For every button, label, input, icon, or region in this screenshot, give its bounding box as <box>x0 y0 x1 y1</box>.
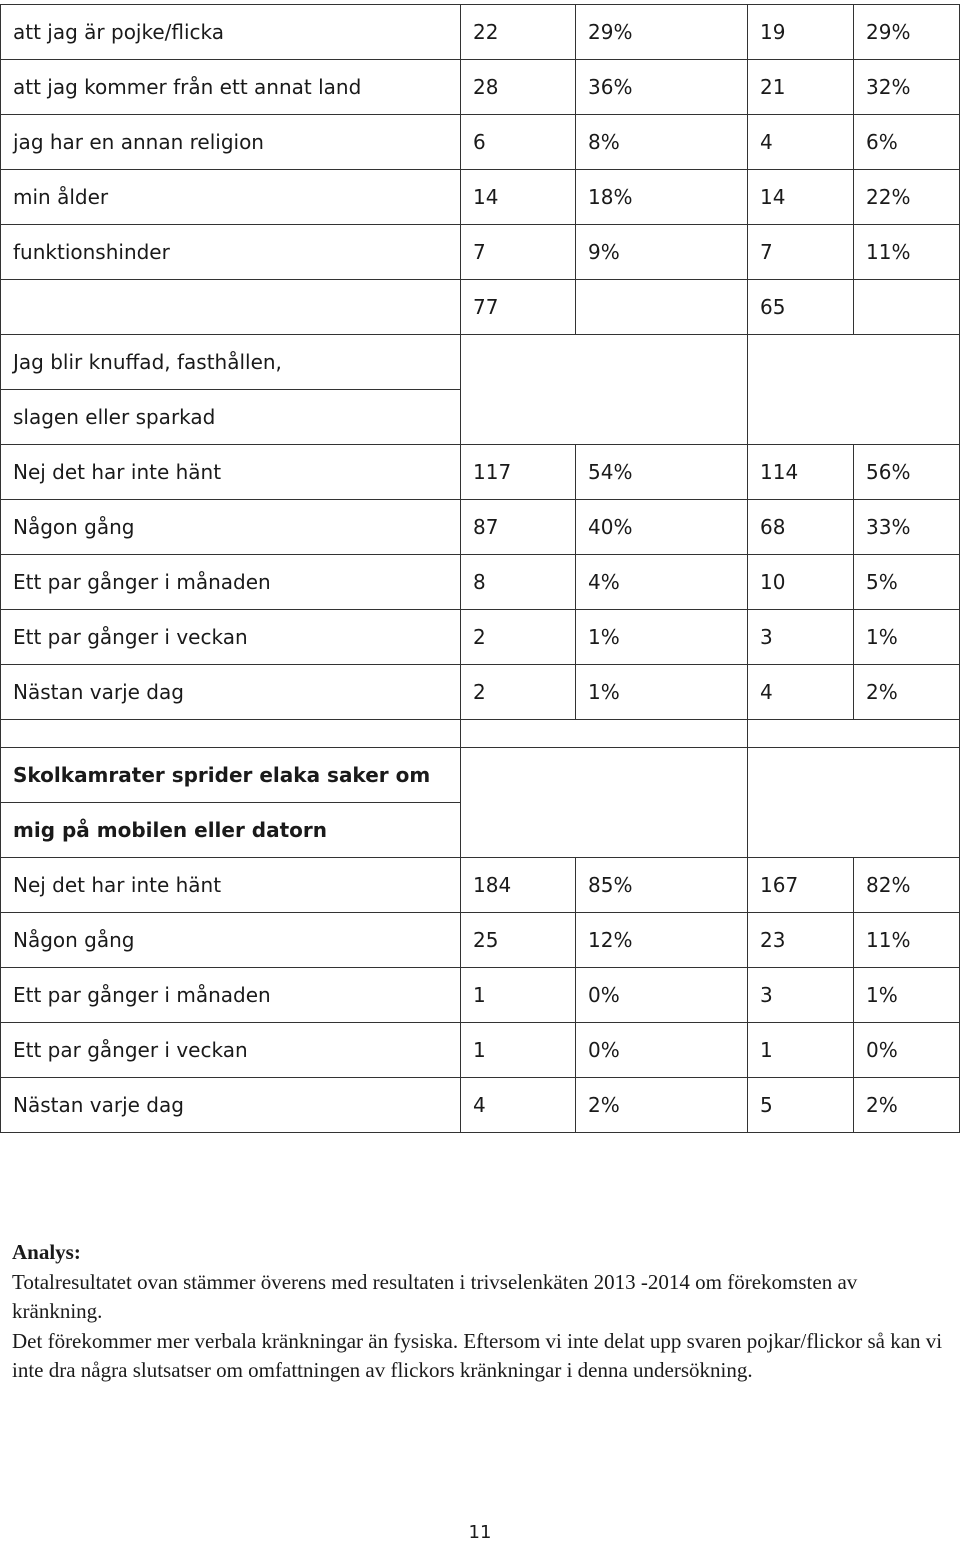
spacer-row <box>1 720 960 748</box>
row-label: Någon gång <box>1 500 461 555</box>
empty-cell <box>854 280 960 335</box>
percent-cell: 54% <box>576 445 748 500</box>
count-cell: 1 <box>461 968 576 1023</box>
row-label: jag har en annan religion <box>1 115 461 170</box>
count-cell: 14 <box>461 170 576 225</box>
count-cell: 184 <box>461 858 576 913</box>
table-row <box>1 1078 960 1133</box>
analysis-heading: Analys: <box>12 1240 81 1264</box>
count-cell: 10 <box>748 555 854 610</box>
row-label: Ett par gånger i månaden <box>1 555 461 610</box>
table-row <box>1 1023 960 1078</box>
row-label: min ålder <box>1 170 461 225</box>
percent-cell: 29% <box>576 5 748 60</box>
count-cell: 114 <box>748 445 854 500</box>
table-row <box>1 170 960 225</box>
percent-cell: 82% <box>854 858 960 913</box>
section-heading: Skolkamrater sprider elaka saker om <box>1 748 461 803</box>
page-number: 11 <box>468 1522 492 1543</box>
empty-cell <box>1 280 461 335</box>
row-label: Ett par gånger i månaden <box>1 968 461 1023</box>
percent-cell: 56% <box>854 445 960 500</box>
percent-cell: 11% <box>854 913 960 968</box>
analysis-section <box>12 1238 947 1386</box>
table-row <box>1 5 960 60</box>
section-heading: Jag blir knuffad, fasthållen, <box>1 335 461 390</box>
row-label: Någon gång <box>1 913 461 968</box>
count-cell: 3 <box>748 968 854 1023</box>
percent-cell: 2% <box>576 1078 748 1133</box>
empty-cell <box>576 280 748 335</box>
row-label: Nej det har inte hänt <box>1 858 461 913</box>
count-cell: 23 <box>748 913 854 968</box>
percent-cell: 85% <box>576 858 748 913</box>
row-label: att jag är pojke/flicka <box>1 5 461 60</box>
count-cell: 14 <box>748 170 854 225</box>
table-row <box>1 225 960 280</box>
percent-cell: 0% <box>854 1023 960 1078</box>
table-row <box>1 858 960 913</box>
empty-cell <box>748 720 960 748</box>
row-label: Ett par gånger i veckan <box>1 1023 461 1078</box>
section-heading-row <box>1 748 960 803</box>
table-row <box>1 60 960 115</box>
row-label: Nej det har inte hänt <box>1 445 461 500</box>
count-cell: 117 <box>461 445 576 500</box>
analysis-paragraph: Totalresultatet ovan stämmer överens med resultaten i trivselenkäten 2013 -2014 om förekomsten av kränkning. <box>12 1269 858 1323</box>
percent-cell: 1% <box>854 968 960 1023</box>
analysis-paragraph: Det förekommer mer verbala kränkningar än fysiska. Eftersom vi inte delat upp svaren pojkar/flickor så kan vi inte dra några slutsatser om omfattningen av flickors kränkningar i denna undersökning. <box>12 1328 943 1382</box>
empty-cell <box>748 335 960 445</box>
row-label: Nästan varje dag <box>1 1078 461 1133</box>
count-cell: 7 <box>461 225 576 280</box>
count-cell: 1 <box>748 1023 854 1078</box>
count-cell: 3 <box>748 610 854 665</box>
count-cell: 4 <box>748 115 854 170</box>
section-heading: slagen eller sparkad <box>1 390 461 445</box>
percent-cell: 11% <box>854 225 960 280</box>
percent-cell: 5% <box>854 555 960 610</box>
row-label: att jag kommer från ett annat land <box>1 60 461 115</box>
table-row <box>1 555 960 610</box>
percent-cell: 4% <box>576 555 748 610</box>
table-row <box>1 665 960 720</box>
percent-cell: 1% <box>576 665 748 720</box>
table-row <box>1 968 960 1023</box>
section-heading: mig på mobilen eller datorn <box>1 803 461 858</box>
empty-cell <box>461 335 748 445</box>
row-label: Ett par gånger i veckan <box>1 610 461 665</box>
count-cell: 68 <box>748 500 854 555</box>
percent-cell: 0% <box>576 968 748 1023</box>
table-row <box>1 445 960 500</box>
percent-cell: 33% <box>854 500 960 555</box>
count-cell: 7 <box>748 225 854 280</box>
percent-cell: 1% <box>854 610 960 665</box>
count-cell: 8 <box>461 555 576 610</box>
table-row <box>1 115 960 170</box>
count-cell: 1 <box>461 1023 576 1078</box>
percent-cell: 2% <box>854 665 960 720</box>
count-cell: 4 <box>748 665 854 720</box>
total-count-cell: 77 <box>461 280 576 335</box>
percent-cell: 32% <box>854 60 960 115</box>
percent-cell: 36% <box>576 60 748 115</box>
count-cell: 2 <box>461 610 576 665</box>
table-row <box>1 610 960 665</box>
survey-table <box>0 4 960 1133</box>
percent-cell: 29% <box>854 5 960 60</box>
count-cell: 4 <box>461 1078 576 1133</box>
percent-cell: 22% <box>854 170 960 225</box>
count-cell: 167 <box>748 858 854 913</box>
count-cell: 87 <box>461 500 576 555</box>
count-cell: 2 <box>461 665 576 720</box>
percent-cell: 2% <box>854 1078 960 1133</box>
row-label: Nästan varje dag <box>1 665 461 720</box>
count-cell: 6 <box>461 115 576 170</box>
percent-cell: 40% <box>576 500 748 555</box>
empty-cell <box>461 748 748 858</box>
totals-row <box>1 280 960 335</box>
percent-cell: 18% <box>576 170 748 225</box>
count-cell: 28 <box>461 60 576 115</box>
section-heading-row <box>1 335 960 390</box>
percent-cell: 12% <box>576 913 748 968</box>
count-cell: 19 <box>748 5 854 60</box>
count-cell: 5 <box>748 1078 854 1133</box>
count-cell: 22 <box>461 5 576 60</box>
count-cell: 25 <box>461 913 576 968</box>
table-row <box>1 913 960 968</box>
percent-cell: 9% <box>576 225 748 280</box>
percent-cell: 8% <box>576 115 748 170</box>
table-row <box>1 500 960 555</box>
count-cell: 21 <box>748 60 854 115</box>
percent-cell: 0% <box>576 1023 748 1078</box>
percent-cell: 6% <box>854 115 960 170</box>
empty-cell <box>461 720 748 748</box>
total-count-cell: 65 <box>748 280 854 335</box>
percent-cell: 1% <box>576 610 748 665</box>
empty-cell <box>1 720 461 748</box>
empty-cell <box>748 748 960 858</box>
row-label: funktionshinder <box>1 225 461 280</box>
